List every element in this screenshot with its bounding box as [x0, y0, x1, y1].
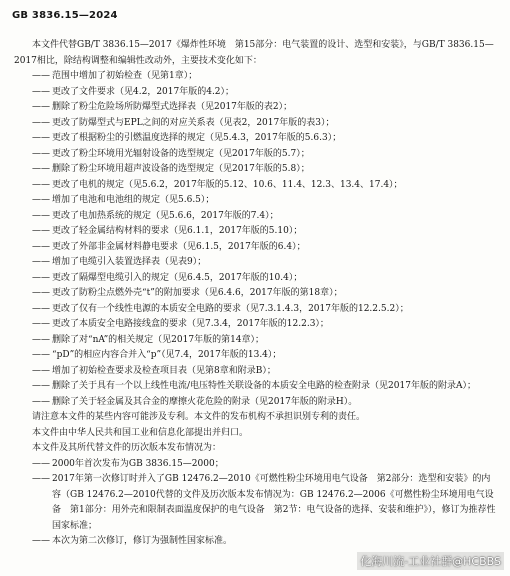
list-item: —— 增加了电缆引入装置选择表（见表9）；: [14, 255, 498, 271]
history-item-text: 本次为第二次修订，修订为强制性国家标准。: [52, 536, 233, 546]
patent-note: 请注意本文件的某些内容可能涉及专利。本文件的发布机构不承担识别专利的责任。: [32, 412, 366, 422]
list-item-text: 更改了本质安全电路接线盒的要求（见7.3.4，2017年版的12.2.3）；: [52, 319, 329, 329]
intro-paragraph: 本文件代替GB/T 3836.15—2017《爆炸性环境 第15部分：电气装置的设计、选型和安装》，与GB/T 3836.15—2017相比，除结构调整和编辑性改动外，主要技术变化如下：: [14, 40, 494, 66]
list-item: —— 更改了仅有一个线性电源的本质安全电路的要求（见7.3.1.4.3，2017年版的12.2.5.2）；: [14, 302, 498, 318]
list-item: —— 更改了本质安全电路接线盒的要求（见7.3.4，2017年版的12.2.3）；: [14, 317, 498, 333]
list-item-text: 删除了粉尘环境用超声波设备的选型规定（见2017年版的5.8）；: [52, 164, 310, 174]
list-item-text: 删除了粉尘危险场所防爆型式选择表（见2017年版的表2）；: [52, 102, 293, 112]
list-item-text: 删除了对“nA”的相关规定（见2017年版的第14章）；: [52, 334, 265, 345]
standard-code-header: GB 3836.15—2024: [12, 10, 118, 21]
proposer-note: 本文件由中华人民共和国工业和信息化部提出并归口。: [32, 427, 249, 438]
list-item-text: 增加了初始检查要求及检查项目表（见第8章和附录B）；: [52, 365, 276, 376]
document-body: [14, 38, 498, 550]
list-item: —— 更改了电加热系统的规定（见5.6.6，2017年版的7.4）；: [14, 209, 498, 225]
list-item: —— 更改了粉尘环境用光辐射设备的选型规定（见2017年版的5.7）；: [14, 147, 498, 163]
list-item: —— 删除了关于轻金属及其合金的摩擦火花危险的附录（见2017年版的附录H）。: [14, 395, 498, 411]
history-item: —— 本次为第二次修订，修订为强制性国家标准。: [14, 534, 498, 550]
history-intro: 本文件及其所代替文件的历次版本发布情况为：: [32, 443, 222, 453]
list-item: —— 删除了关于具有一个以上线性电流/电压特性关联设备的本质安全电路的检查附录（见2017年版的附录A）；: [14, 379, 498, 395]
history-item-text: 2017年第一次修订时并入了GB 12476.2—2010《可燃性粉尘环境用电气设备 第2部分：选型和安装》的内容（GB 12476.2—2010代替的文件及历次版本发布情况为：GB 12476.2—2006《可燃性粉尘环境用电气设备 第1部分：用外壳和限制表面温度保护的电气设备 第2节：电气设备的选择、安装和维护》），修订为推荐性国家标准；: [52, 474, 496, 531]
list-item-text: 增加了电池和电池组的规定（见5.6.5）；: [52, 195, 215, 205]
list-item: —— 更改了轻金属结构材料的要求（见6.1.1，2017年版的5.10）；: [14, 224, 498, 240]
history-item-text: 2000年首次发布为GB 3836.15—2000；: [52, 458, 224, 469]
list-item: —— 增加了初始检查要求及检查项目表（见第8章和附录B）；: [14, 364, 498, 380]
list-item-text: 更改了仅有一个线性电源的本质安全电路的要求（见7.3.1.4.3，2017年版的12.2.5.2）；: [52, 303, 409, 314]
list-item: —— 删除了粉尘环境用超声波设备的选型规定（见2017年版的5.8）；: [14, 162, 498, 178]
list-item: —— 更改了外部非金属材料静电要求（见6.1.5，2017年版的6.4）；: [14, 240, 498, 256]
list-item-text: 更改了根据粉尘的引燃温度选择的规定（见5.4.3，2017年版的5.6.3）；: [52, 133, 342, 143]
list-item-text: 更改了隔爆型电缆引入的规定（见6.4.5，2017年版的10.4）；: [52, 272, 303, 283]
history-item: —— 2017年第一次修订时并入了GB 12476.2—2010《可燃性粉尘环境用电气设备 第2部分：选型和安装》的内容（GB 12476.2—2010代替的文件及历次版本发布情况为：GB 12476.2—2006《可燃性粉尘环境用电气设备 第1部分：用外壳和限制表面温度保护的电气设备 第2节：电气设备的选择、安装和维护》），修订为推荐性国家标准；: [14, 472, 498, 534]
list-item-text: 删除了关于轻金属及其合金的摩擦火花危险的附录（见2017年版的附录H）。: [52, 396, 358, 407]
history-item: —— 2000年首次发布为GB 3836.15—2000；: [14, 457, 498, 473]
list-item-text: 更改了防爆型式与EPL之间的对应关系表（见表2，2017年版的表3）；: [52, 117, 335, 128]
list-item-text: 删除了关于具有一个以上线性电流/电压特性关联设备的本质安全电路的检查附录（见2017年版的附录A）；: [52, 381, 476, 391]
list-item: —— 范围中增加了初始检查（见第1章）；: [14, 69, 498, 85]
list-item: —— 删除了对“nA”的相关规定（见2017年版的第14章）；: [14, 333, 498, 349]
list-item-text: 增加了电缆引入装置选择表（见表9）；: [52, 257, 207, 267]
list-item: —— 更改了防粉尘点燃外壳“t”的附加要求（见6.4.6，2017年版的第18章）；: [14, 286, 498, 302]
list-item-text: 更改了电机的规定（见5.6.2，2017年版的5.12、10.6、11.4、12.3、13.4、17.4）；: [52, 179, 403, 190]
list-item-text: 更改了粉尘环境用光辐射设备的选型规定（见2017年版的5.7）；: [52, 148, 310, 159]
changes-list: [14, 69, 498, 410]
list-item: —— 更改了文件要求（见4.2，2017年版的4.2）；: [14, 85, 498, 101]
list-item-text: “pD”的相应内容合并入“p”（见7.4，2017年版的13.4）；: [52, 350, 282, 360]
list-item-text: 更改了防粉尘点燃外壳“t”的附加要求（见6.4.6，2017年版的第18章）；: [52, 288, 343, 298]
list-item: —— 更改了隔爆型电缆引入的规定（见6.4.5，2017年版的10.4）；: [14, 271, 498, 287]
watermark-text: 化海川流-工业社群@HCBBS: [357, 552, 504, 570]
list-item: —— 删除了粉尘危险场所防爆型式选择表（见2017年版的表2）；: [14, 100, 498, 116]
list-item: —— “pD”的相应内容合并入“p”（见7.4，2017年版的13.4）；: [14, 348, 498, 364]
list-item: —— 更改了根据粉尘的引燃温度选择的规定（见5.4.3，2017年版的5.6.3）；: [14, 131, 498, 147]
list-item: —— 更改了电机的规定（见5.6.2，2017年版的5.12、10.6、11.4、12.3、13.4、17.4）；: [14, 178, 498, 194]
list-item-text: 更改了轻金属结构材料的要求（见6.1.1，2017年版的5.10）；: [52, 226, 303, 236]
list-item: —— 增加了电池和电池组的规定（见5.6.5）；: [14, 193, 498, 209]
history-list: [14, 457, 498, 550]
list-item: —— 更改了防爆型式与EPL之间的对应关系表（见表2，2017年版的表3）；: [14, 116, 498, 132]
list-item-text: 更改了电加热系统的规定（见5.6.6，2017年版的7.4）；: [52, 210, 279, 221]
list-item-text: 更改了外部非金属材料静电要求（见6.1.5，2017年版的6.4）；: [52, 241, 306, 252]
list-item-text: 范围中增加了初始检查（见第1章）；: [52, 71, 198, 81]
list-item-text: 更改了文件要求（见4.2，2017年版的4.2）；: [52, 86, 235, 97]
